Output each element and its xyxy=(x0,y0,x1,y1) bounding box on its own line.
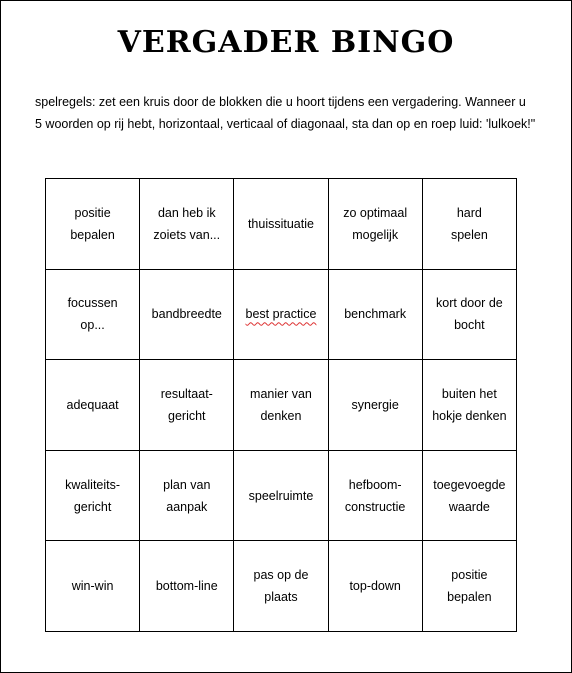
rules-text xyxy=(35,91,555,135)
bingo-cell[interactable] xyxy=(140,269,234,360)
cell-text-line: gericht xyxy=(73,499,112,514)
cell-text-line: hefboom- xyxy=(348,477,402,492)
bingo-grid xyxy=(45,178,517,632)
grid-row xyxy=(46,450,517,541)
grid-row xyxy=(46,179,517,270)
cell-text-line: buiten het xyxy=(441,386,497,401)
cell-text-line: hard xyxy=(456,205,482,220)
cell-text-line: constructie xyxy=(344,499,406,514)
cell-text-line: bandbreedte xyxy=(151,307,222,322)
cell-text-line: mogelijk xyxy=(352,227,399,242)
cell-text-line: gericht xyxy=(168,408,206,423)
cell-text-line: adequaat xyxy=(66,397,119,412)
bingo-cell[interactable] xyxy=(328,541,422,632)
cell-text-line: synergie xyxy=(351,397,399,412)
page-title: VERGADER BINGO xyxy=(117,25,455,60)
cell-text-line: positie xyxy=(74,205,111,220)
bingo-cell[interactable] xyxy=(140,541,234,632)
cell-text-line: resultaat- xyxy=(160,386,213,401)
bingo-cell[interactable] xyxy=(328,269,422,360)
bingo-cell[interactable] xyxy=(46,450,140,541)
cell-text-line: positie xyxy=(451,568,488,583)
cell-text-line: op... xyxy=(80,318,105,333)
bingo-cell[interactable] xyxy=(234,450,328,541)
cell-text-line: best practice xyxy=(245,307,317,322)
bingo-cell[interactable] xyxy=(234,269,328,360)
cell-text-line: speelruimte xyxy=(248,488,314,503)
bingo-cell[interactable] xyxy=(140,360,234,451)
cell-text-line: toegevoegde xyxy=(433,477,506,492)
bingo-cell[interactable] xyxy=(422,179,516,270)
grid-row xyxy=(46,541,517,632)
cell-text-line: manier van xyxy=(250,386,312,401)
cell-text-line: zo optimaal xyxy=(343,205,408,220)
cell-text-line: bepalen xyxy=(447,590,492,605)
bingo-cell[interactable] xyxy=(422,541,516,632)
cell-text-line: aanpak xyxy=(166,499,208,514)
cell-text-line: denken xyxy=(260,408,302,423)
cell-text-line: bocht xyxy=(454,318,485,333)
bingo-cell[interactable] xyxy=(46,360,140,451)
cell-text-line: kort door de xyxy=(436,296,503,311)
cell-text-line: zoiets van... xyxy=(153,227,221,242)
cell-text-line: bottom-line xyxy=(155,579,218,594)
rules-line-1: spelregels: zet een kruis door de blokken die u hoort tijdens een vergadering. Wanneer u xyxy=(35,95,526,109)
bingo-cell[interactable] xyxy=(328,179,422,270)
cell-text-line: bepalen xyxy=(70,227,115,242)
bingo-cell[interactable] xyxy=(46,541,140,632)
bingo-cell[interactable] xyxy=(422,360,516,451)
cell-text-line: pas op de xyxy=(253,568,309,583)
grid-row xyxy=(46,269,517,360)
cell-text-line: thuissituatie xyxy=(247,216,314,231)
cell-text-line: plaats xyxy=(264,590,298,605)
bingo-cell[interactable] xyxy=(140,450,234,541)
bingo-cell[interactable] xyxy=(422,269,516,360)
cell-text-line: benchmark xyxy=(344,307,407,322)
bingo-cell[interactable] xyxy=(422,450,516,541)
cell-text-line: win-win xyxy=(71,579,114,594)
grid-row xyxy=(46,360,517,451)
cell-text-line: dan heb ik xyxy=(157,205,216,220)
cell-text-line: hokje denken xyxy=(432,408,507,423)
rules-line-2: 5 woorden op rij hebt, horizontaal, verticaal of diagonaal, sta dan op en roep luid: 'lulkoek!" xyxy=(35,117,536,131)
cell-text-line: spelen xyxy=(450,227,488,242)
bingo-cell[interactable] xyxy=(234,179,328,270)
cell-text-line: kwaliteits- xyxy=(65,477,121,492)
cell-text-line: focussen xyxy=(67,296,118,311)
bingo-cell[interactable] xyxy=(328,450,422,541)
bingo-cell[interactable] xyxy=(234,360,328,451)
bingo-cell[interactable] xyxy=(140,179,234,270)
cell-text-line: plan van xyxy=(163,477,211,492)
bingo-cell[interactable] xyxy=(328,360,422,451)
cell-text-line: top-down xyxy=(349,579,401,594)
cell-text-line: waarde xyxy=(448,499,490,514)
bingo-cell[interactable] xyxy=(46,269,140,360)
bingo-cell[interactable] xyxy=(46,179,140,270)
bingo-cell[interactable] xyxy=(234,541,328,632)
